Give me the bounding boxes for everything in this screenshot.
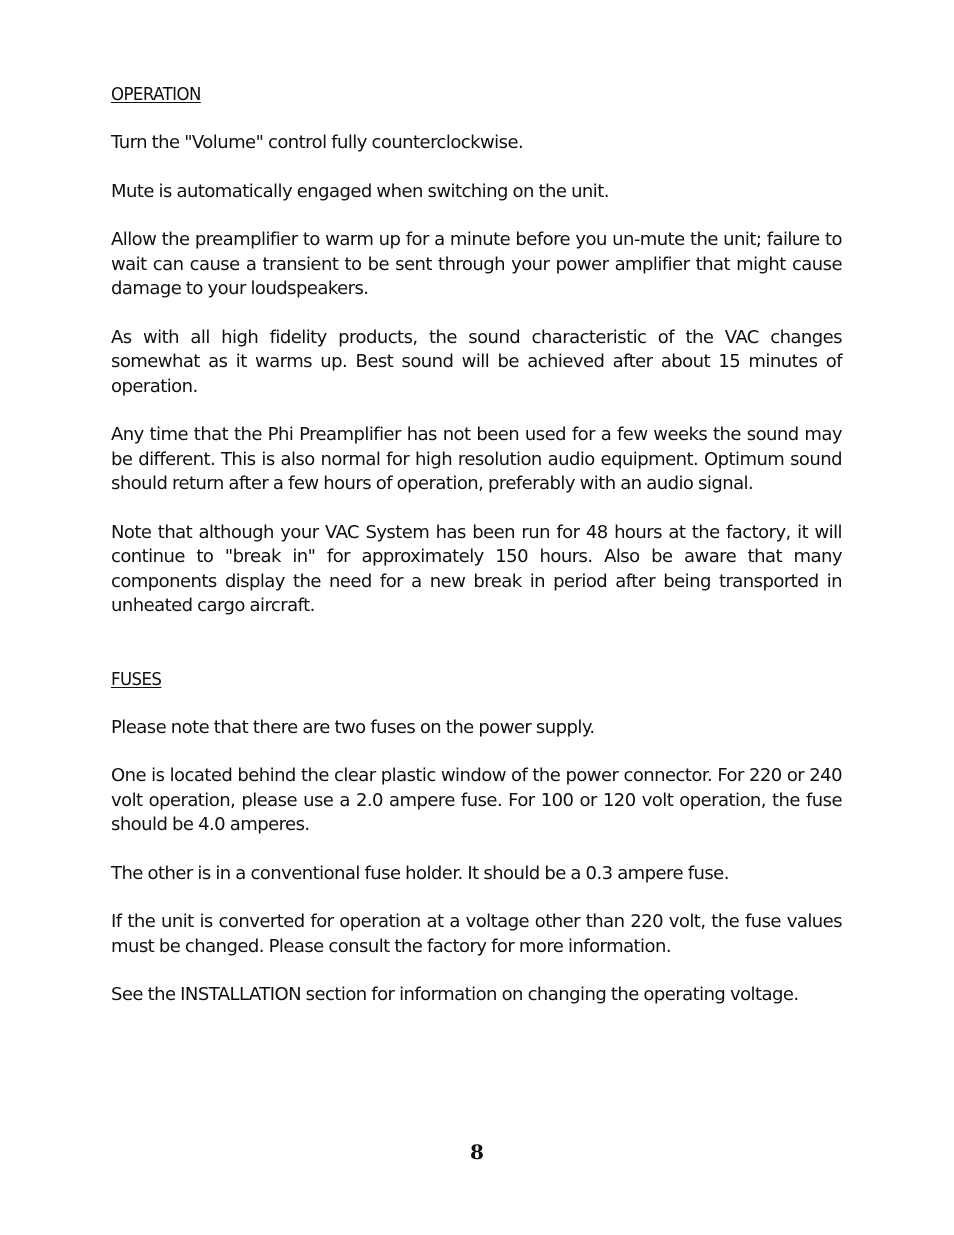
fuses-paragraph-two-fuses: Please note that there are two fuses on the power supply. bbox=[111, 716, 595, 738]
operation-paragraph-break-in: Note that although your VAC System has been run for 48 hours at the factory, it will continue to "break in" for approximately 150 hours. Also be aware that many components display the need for a new break in period after being transported in unheated cargo aircraft. bbox=[111, 521, 842, 616]
fuses-paragraph-power-connector: One is located behind the clear plastic window of the power connector. For 220 or 240 volt operation, please use a 2.0 ampere fuse. For 100 or 120 volt operation, the fuse should be 4.0 amperes. bbox=[111, 765, 842, 835]
fuses-paragraph-fuse-holder: The other is in a conventional fuse holder. It should be a 0.3 ampere fuse. bbox=[111, 862, 729, 884]
operation-paragraph-volume: Turn the "Volume" control fully counterclockwise. bbox=[111, 132, 524, 153]
operation-paragraph-warmup: Allow the preamplifier to warm up for a minute before you un-mute the unit; failure to wait can cause a transient to be sent through your power amplifier that might cause damage to your loudspeakers. bbox=[111, 229, 842, 299]
fuses-paragraph-installation: See the INSTALLATION section for information on changing the operating voltage. bbox=[111, 984, 799, 1005]
operation-heading: OPERATION bbox=[111, 84, 201, 105]
operation-paragraph-unused: Any time that the Phi Preamplifier has not been used for a few weeks the sound may be different. This is also normal for high resolution audio equipment. Optimum sound should return after a few hours of operation, preferably with an audio signal. bbox=[111, 424, 842, 494]
section-spacer bbox=[111, 643, 842, 668]
operation-paragraph-mute: Mute is automatically engaged when switching on the unit. bbox=[111, 180, 609, 202]
fuses-heading: FUSES bbox=[111, 668, 162, 690]
operation-section bbox=[111, 83, 842, 619]
fuses-section bbox=[111, 668, 842, 1008]
fuses-paragraph-voltage-change: If the unit is converted for operation at a voltage other than 220 volt, the fuse values must be changed. Please consult the factory for more information. bbox=[111, 911, 842, 957]
operation-paragraph-sound: As with all high fidelity products, the sound characteristic of the VAC changes somewhat as it warms up. Best sound will be achieved after about 15 minutes of operation. bbox=[111, 326, 842, 397]
page-number: 8 bbox=[470, 1140, 484, 1164]
document-page bbox=[111, 83, 842, 1032]
